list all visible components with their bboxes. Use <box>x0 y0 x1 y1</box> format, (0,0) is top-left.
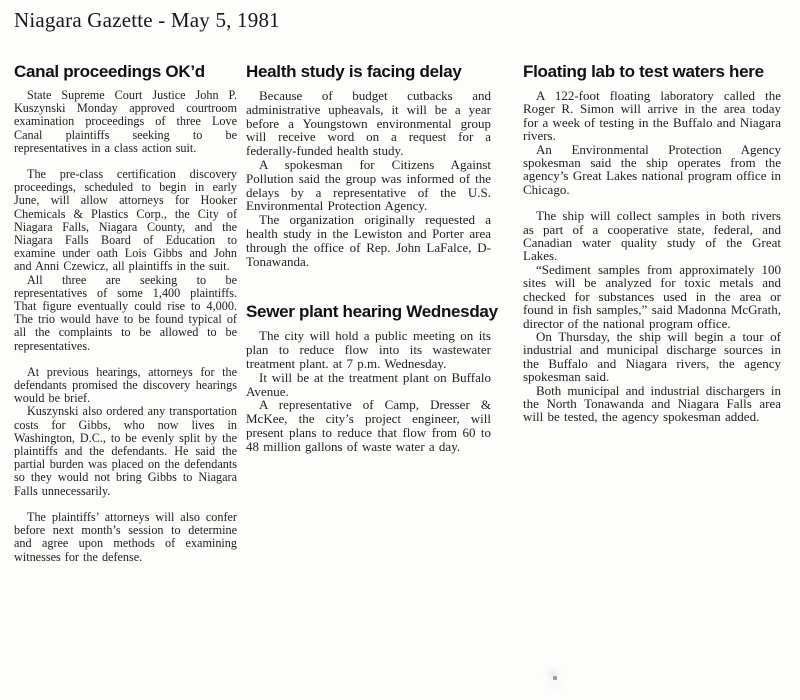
paragraph: Both municipal and industrial dischargers in the North Tonawanda and Niagara Falls area will be tested, the agency spokesman added. <box>523 382 781 425</box>
headline-canal-proceedings: Canal proceedings OK’d <box>14 62 205 81</box>
paragraph: An Environmental Protection Agency spokesman said the ship operates from the agency’s Great Lakes national program office in Chicago. <box>523 141 781 197</box>
paragraph: The ship will collect samples in both rivers as part of a cooperative state, federal, and Canadian water quality study of the Great Lakes. <box>523 208 781 264</box>
paragraph: A spokesman for Citizens Against Pollution said the group was informed of the delays by a representative of the U.S. Environmental Protection Agency. <box>246 156 491 214</box>
paragraph: The plaintiffs’ attorneys will also confer before next month’s session to determine and agree upon methods of examining witnesses for the defense. <box>14 509 237 564</box>
paragraph: The city will hold a public meeting on its plan to reduce flow into its wastewater treatment plant. at 7 p.m. Wednesday. <box>246 328 491 371</box>
column-left <box>14 62 237 564</box>
masthead-dateline: Niagara Gazette - May 5, 1981 <box>14 8 280 32</box>
paragraph: All three are seeking to be representatives of some 1,400 plaintiffs. That figure eventually could rise to 4,000. The trio would have to be found typical of all the complaints to be allowed to be representatives. <box>14 272 237 353</box>
headline-floating-lab: Floating lab to test waters here <box>523 62 764 81</box>
article-health-study <box>246 62 491 268</box>
headline-health-study: Health study is facing delay <box>246 62 462 81</box>
column-center <box>246 62 498 454</box>
paragraph: A representative of Camp, Dresser & McKee, the city’s project engineer, will present plans to reduce that flow from 60 to 48 million gallons of waste water a day. <box>246 397 491 454</box>
paragraph: A 122-foot floating laboratory called the Roger R. Simon will arrive in the area today for a week of testing in the Buffalo and Niagara rivers. <box>523 88 781 144</box>
paragraph: On Thursday, the ship will begin a tour of industrial and municipal discharge sources in the Buffalo and Niagara rivers, the agency spokesman said. <box>523 328 781 385</box>
paragraph: “Sediment samples from approximately 100 sites will be analyzed for toxic metals and checked for substances used in the area or found in fish samples,” said Madonna McGrath, director of the national program office. <box>523 261 781 331</box>
paragraph: Because of budget cutbacks and administrative upheavals, it will be a year before a Youngstown environmental group will receive word on a request for a federally-funded health study. <box>246 88 491 159</box>
paragraph: Kuszynski also ordered any transportation costs for Gibbs, who now lives in Washington, D.C., to be evenly split by the plaintiffs and the defendants. He said the partial burden was placed on the defendants so they would not bring Gibbs to Niagara Falls unnecessarily. <box>14 404 237 498</box>
article-canal-proceedings <box>14 62 237 564</box>
article-sewer-plant <box>246 302 498 454</box>
paragraph: State Supreme Court Justice John P. Kuszynski Monday approved courtroom examination proceedings of three Love Canal plaintiffs seeking to be representatives in a class action suit. <box>14 88 237 155</box>
paragraph: At previous hearings, attorneys for the defendants promised the discovery hearings would be brief. <box>14 364 237 406</box>
scan-artifact <box>553 676 557 680</box>
paragraph: It will be at the treatment plant on Buffalo Avenue. <box>246 369 491 399</box>
headline-sewer-plant: Sewer plant hearing Wednesday <box>246 302 498 322</box>
paragraph: The organization originally requested a health study in the Lewiston and Porter area through the office of Rep. John LaFalce, D-Tonawanda. <box>246 212 491 269</box>
paragraph: The pre-class certification discovery proceedings, scheduled to begin in early June, will allow attorneys for Hooker Chemicals & Plastics Corp., the City of Niagara Falls, Niagara County, and the Niagara Falls Board of Education to examine under oath Lois Gibbs and John and Anni Czewicz, all plaintiffs in the suit. <box>14 167 237 274</box>
article-floating-lab <box>523 62 781 424</box>
column-right <box>523 62 781 424</box>
